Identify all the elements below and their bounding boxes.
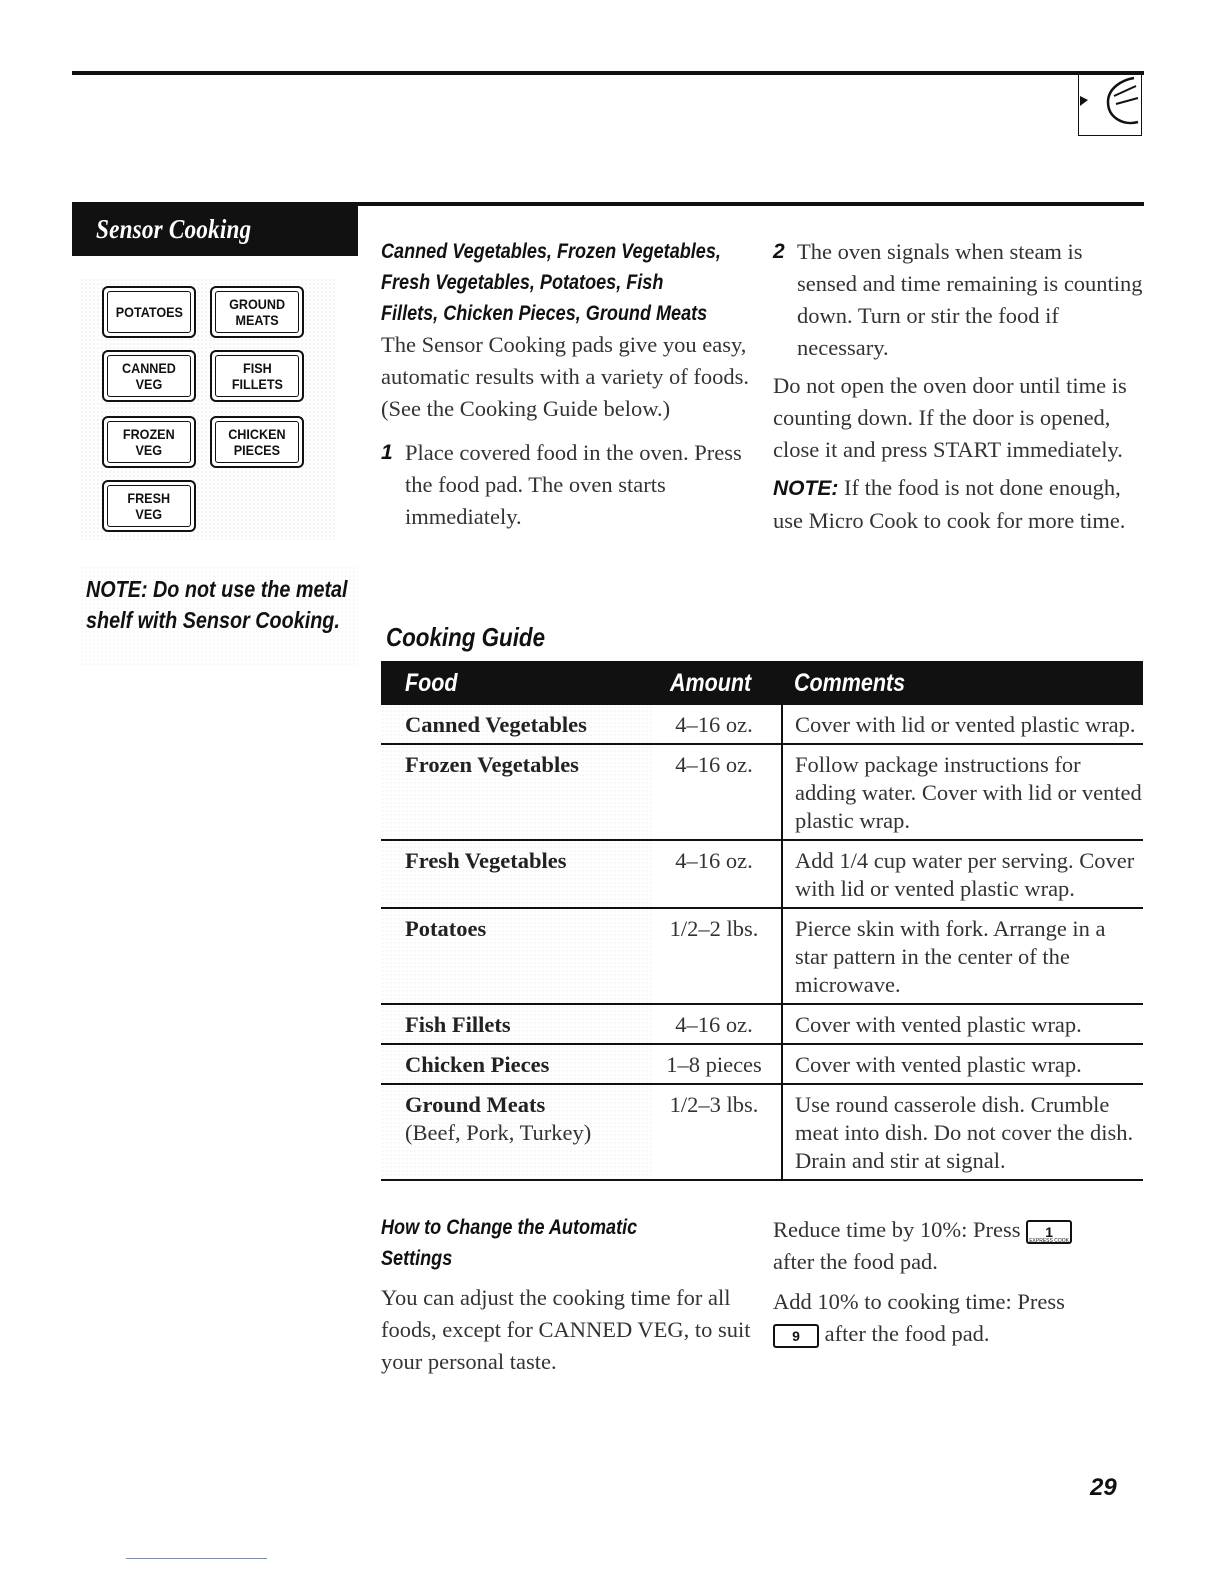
intro-heading: Canned Vegetables, Frozen Vegetables, Fresh Vegetables, Potatoes, Fish Fillets, Chicken Pieces, Ground Meats <box>381 240 721 325</box>
amount-cell: 4–16 oz. <box>653 705 782 744</box>
adjust-text: You can adjust the cooking time for all foods, except for CANNED VEG, to suit your personal taste. <box>381 1285 751 1374</box>
footer-line <box>126 1558 267 1559</box>
adjust-instructions <box>773 1214 1143 1350</box>
table-row <box>381 1084 1143 1180</box>
add-instruction: Add 10% to cooking time: Press 9 after the food pad. <box>773 1289 1065 1346</box>
adjust-heading: How to Change the Automatic Settings <box>381 1216 638 1270</box>
comments-cell: Cover with lid or vented plastic wrap. <box>782 705 1143 744</box>
food-cell: Frozen Vegetables <box>381 744 653 840</box>
table-header-row <box>381 661 1143 705</box>
table-row <box>381 1044 1143 1084</box>
amount-header: Amount <box>670 668 752 697</box>
food-cell: Canned Vegetables <box>381 705 653 744</box>
comments-cell: Cover with vented plastic wrap. <box>782 1004 1143 1044</box>
door-warning: Do not open the oven door until time is counting down. If the door is opened, close it and press START immediately. <box>773 373 1127 462</box>
page-number: 29 <box>1090 1474 1117 1501</box>
food-cell: Potatoes <box>381 908 653 1004</box>
adjust-settings-section <box>381 1212 751 1378</box>
table-row <box>381 840 1143 908</box>
note-paragraph: NOTE: If the food is not done enough, use Micro Cook to cook for more time. <box>773 475 1126 533</box>
comments-cell: Add 1/4 cup water per serving. Cover with lid or vented plastic wrap. <box>782 840 1143 908</box>
table-row <box>381 908 1143 1004</box>
food-cell: Chicken Pieces <box>381 1044 653 1084</box>
table-row <box>381 705 1143 744</box>
comments-cell: Use round casserole dish. Crumble meat into dish. Do not cover the dish. Drain and stir at signal. <box>782 1084 1143 1180</box>
food-header: Food <box>405 668 458 697</box>
amount-cell: 4–16 oz. <box>653 744 782 840</box>
amount-cell: 1/2–3 lbs. <box>653 1084 782 1180</box>
food-cell: Fish Fillets <box>381 1004 653 1044</box>
amount-cell: 4–16 oz. <box>653 1004 782 1044</box>
food-cell: Ground Meats (Beef, Pork, Turkey) <box>381 1084 653 1180</box>
express-cook-1-key[interactable]: 1 EXPRESS COOK <box>1026 1220 1072 1244</box>
sensor-pad-panel <box>80 278 336 540</box>
amount-cell: 4–16 oz. <box>653 840 782 908</box>
intro-column <box>381 236 761 533</box>
content-rule <box>358 202 1144 206</box>
section-tab-icon <box>1078 74 1142 136</box>
potatoes-pad[interactable]: POTATOES <box>102 286 196 338</box>
comments-header: Comments <box>794 668 906 697</box>
fresh-veg-pad[interactable]: FRESH VEG <box>102 480 196 532</box>
fish-fillets-pad[interactable]: FISH FILLETS <box>210 350 304 402</box>
chicken-pieces-pad[interactable]: CHICKEN PIECES <box>210 416 304 468</box>
comments-cell: Follow package instructions for adding water. Cover with lid or vented plastic wrap. <box>782 744 1143 840</box>
section-title: Sensor Cooking <box>72 202 358 256</box>
cooking-guide-title: Cooking Guide <box>386 622 546 652</box>
ground-meats-pad[interactable]: GROUND MEATS <box>210 286 304 338</box>
table-row <box>381 1004 1143 1044</box>
sidebar-note: NOTE: Do not use the metal shelf with Sensor Cooking. <box>80 566 358 666</box>
comments-cell: Pierce skin with fork. Arrange in a star pattern in the center of the microwave. <box>782 908 1143 1004</box>
food-subtext: (Beef, Pork, Turkey) <box>405 1120 592 1145</box>
comments-cell: Cover with vented plastic wrap. <box>782 1044 1143 1084</box>
amount-cell: 1–8 pieces <box>653 1044 782 1084</box>
food-cell: Fresh Vegetables <box>381 840 653 908</box>
frozen-veg-pad[interactable]: FROZEN VEG <box>102 416 196 468</box>
top-rule <box>72 71 1144 75</box>
canned-veg-pad[interactable]: CANNED VEG <box>102 350 196 402</box>
reduce-instruction: Reduce time by 10%: Press 1 EXPRESS COOK after the food pad. <box>773 1214 1143 1278</box>
cooking-guide-table <box>381 661 1143 1181</box>
amount-cell: 1/2–2 lbs. <box>653 908 782 1004</box>
number-9-key[interactable]: 9 <box>773 1324 819 1348</box>
intro-text: The Sensor Cooking pads give you easy, automatic results with a variety of foods. (See the Cooking Guide below.) <box>381 332 750 421</box>
table-row <box>381 744 1143 840</box>
step-1: 1 Place covered food in the oven. Press the food pad. The oven starts immediately. <box>381 440 742 529</box>
signal-column <box>773 236 1143 537</box>
step-2: 2 The oven signals when steam is sensed and time remaining is counting down. Turn or stir the food if necessary. <box>773 239 1143 360</box>
